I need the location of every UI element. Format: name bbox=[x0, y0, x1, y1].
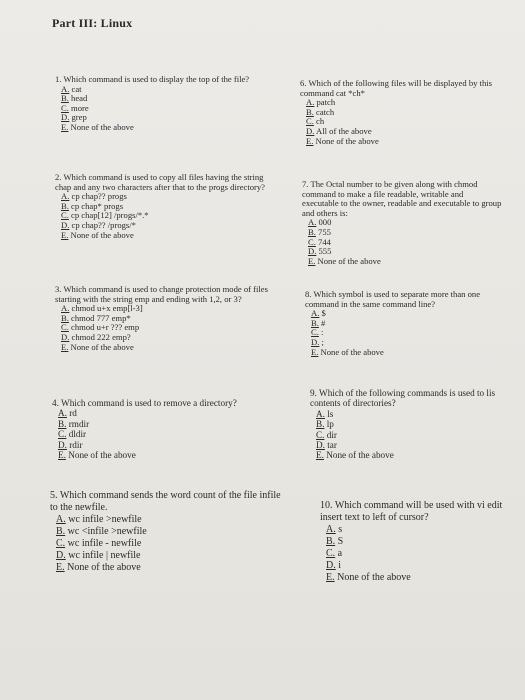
answer-options bbox=[310, 409, 525, 461]
answer-option bbox=[308, 238, 502, 248]
option-letter: B. bbox=[311, 317, 319, 328]
option-letter: C. bbox=[61, 322, 69, 333]
answer-option bbox=[61, 85, 270, 95]
question-stem: 3. Which command is used to change protection mode of files starting with the string emp and ending with 1,2, or 3? bbox=[55, 284, 268, 304]
option-letter: E. bbox=[56, 562, 65, 573]
option-letter: E. bbox=[61, 121, 69, 132]
answer-option bbox=[308, 228, 502, 238]
option-text: more bbox=[68, 102, 89, 113]
question-7 bbox=[302, 180, 502, 266]
option-text: : bbox=[318, 327, 324, 338]
answer-option bbox=[311, 309, 515, 319]
option-letter: E. bbox=[311, 346, 319, 357]
option-text: rmdir bbox=[66, 418, 90, 429]
question-3 bbox=[55, 285, 275, 352]
option-text: dir bbox=[324, 429, 337, 440]
option-text: # bbox=[318, 317, 326, 328]
option-text: 755 bbox=[315, 226, 331, 237]
question-stem: 5. Which command sends the word count of the file infile to the newfile. bbox=[50, 490, 281, 513]
option-letter: D. bbox=[316, 440, 325, 451]
answer-option bbox=[61, 123, 270, 133]
answer-option bbox=[56, 538, 285, 550]
answer-options bbox=[52, 408, 277, 460]
answer-option bbox=[326, 572, 525, 584]
option-letter: C. bbox=[61, 210, 69, 221]
answer-options bbox=[55, 85, 270, 133]
option-text: None of the above bbox=[68, 341, 134, 352]
option-letter: D. bbox=[326, 560, 336, 571]
option-letter: C. bbox=[58, 429, 67, 440]
option-letter: B. bbox=[58, 418, 67, 429]
option-text: grep bbox=[69, 112, 87, 123]
option-letter: B. bbox=[61, 200, 69, 211]
option-text: None of the above bbox=[315, 255, 381, 266]
question-6 bbox=[300, 79, 500, 146]
option-text: patch bbox=[314, 97, 336, 108]
question-stem: 6. Which of the following files will be displayed by this command cat *ch* bbox=[300, 78, 492, 98]
option-text: None of the above bbox=[318, 346, 384, 357]
answer-option bbox=[58, 450, 277, 460]
option-letter: D. bbox=[58, 439, 67, 450]
answer-option bbox=[308, 218, 502, 228]
option-letter: C. bbox=[326, 548, 336, 559]
answer-options bbox=[55, 304, 275, 352]
answer-option bbox=[316, 440, 525, 450]
answer-option bbox=[61, 231, 270, 241]
question-4 bbox=[52, 398, 277, 460]
option-letter: A. bbox=[56, 514, 66, 525]
option-letter: B. bbox=[56, 526, 66, 537]
option-text: 744 bbox=[315, 236, 331, 247]
question-9 bbox=[310, 388, 525, 461]
answer-option bbox=[316, 409, 525, 419]
option-letter: D. bbox=[56, 550, 66, 561]
option-text: None of the above bbox=[65, 450, 136, 461]
option-letter: B. bbox=[308, 226, 316, 237]
answer-option bbox=[306, 137, 500, 147]
option-text: cat bbox=[69, 83, 82, 94]
option-text: tar bbox=[324, 440, 337, 451]
option-letter: A. bbox=[311, 308, 320, 319]
answer-option bbox=[58, 429, 277, 439]
option-text: lp bbox=[324, 419, 334, 430]
option-text: s bbox=[335, 524, 343, 535]
question-stem: 9. Which of the following commands is used to lis contents of directories? bbox=[310, 388, 496, 409]
option-letter: A. bbox=[58, 408, 67, 419]
option-letter: B. bbox=[316, 419, 325, 430]
answer-option bbox=[311, 319, 515, 329]
answer-option bbox=[61, 343, 275, 353]
option-letter: A. bbox=[306, 97, 315, 108]
option-letter: E. bbox=[308, 255, 316, 266]
option-letter: D. bbox=[61, 331, 70, 342]
question-5 bbox=[50, 490, 285, 574]
option-text: wc infile - newfile bbox=[65, 538, 142, 549]
question-stem: 7. The Octal number to be given along with chmod command to make a file readable, writable and executable to the owner, readable and executable to group and others is: bbox=[302, 179, 502, 218]
option-text: catch bbox=[313, 106, 335, 117]
answer-options bbox=[50, 514, 285, 574]
answer-option bbox=[61, 104, 270, 114]
option-text: ls bbox=[324, 408, 334, 419]
option-letter: C. bbox=[56, 538, 66, 549]
option-letter: A. bbox=[316, 408, 325, 419]
answer-options bbox=[302, 218, 502, 266]
answer-option bbox=[61, 94, 270, 104]
option-text: wc infile >newfile bbox=[65, 514, 142, 525]
question-stem: 2. Which command is used to copy all files having the string chap and any two characters after that to the progs directory? bbox=[55, 172, 265, 192]
option-letter: A. bbox=[61, 303, 70, 314]
option-text: dldir bbox=[66, 429, 87, 440]
option-text: cp chap?? progs bbox=[69, 191, 127, 202]
question-2 bbox=[55, 173, 270, 240]
option-letter: D. bbox=[306, 125, 315, 136]
question-stem: 10. Which command will be used with vi edit insert text to left of cursor? bbox=[320, 500, 503, 523]
option-text: None of the above bbox=[68, 121, 134, 132]
option-text: head bbox=[68, 93, 88, 104]
option-letter: A. bbox=[61, 83, 70, 94]
answer-option bbox=[56, 526, 285, 538]
option-letter: A. bbox=[326, 524, 336, 535]
answer-option bbox=[326, 548, 525, 560]
option-letter: B. bbox=[61, 312, 69, 323]
question-8 bbox=[305, 290, 515, 357]
option-text: None of the above bbox=[334, 572, 411, 583]
answer-option bbox=[58, 408, 277, 418]
option-letter: E. bbox=[58, 450, 66, 461]
option-text: ch bbox=[313, 116, 325, 127]
option-text: wc infile | newfile bbox=[65, 550, 141, 561]
option-text: $ bbox=[319, 308, 326, 319]
option-letter: C. bbox=[311, 327, 319, 338]
option-text: None of the above bbox=[68, 229, 134, 240]
option-letter: D. bbox=[61, 112, 70, 123]
answer-options bbox=[305, 309, 515, 357]
option-text: None of the above bbox=[313, 135, 379, 146]
option-letter: E. bbox=[306, 135, 314, 146]
answer-option bbox=[326, 560, 525, 572]
option-letter: D. bbox=[308, 246, 317, 257]
answer-option bbox=[311, 328, 515, 338]
answer-option bbox=[56, 550, 285, 562]
answer-option bbox=[308, 257, 502, 267]
answer-options bbox=[300, 98, 500, 146]
question-stem: 8. Which symbol is used to separate more than one command in the same command line? bbox=[305, 289, 481, 309]
answer-option bbox=[306, 108, 500, 118]
answer-option bbox=[58, 440, 277, 450]
option-letter: E. bbox=[61, 229, 69, 240]
option-text: cp chap* progs bbox=[68, 200, 124, 211]
option-letter: E. bbox=[326, 572, 335, 583]
option-text: chmod u+r ??? emp bbox=[68, 322, 140, 333]
option-text: None of the above bbox=[64, 562, 141, 573]
question-stem: 1. Which command is used to display the top of the file? bbox=[55, 74, 250, 84]
option-letter: C. bbox=[61, 102, 69, 113]
option-letter: C. bbox=[308, 236, 316, 247]
option-text: wc <infile >newfile bbox=[65, 526, 147, 537]
option-text: ; bbox=[319, 336, 324, 347]
answer-option bbox=[58, 419, 277, 429]
option-text: cp chap?? /progs/* bbox=[69, 219, 136, 230]
option-letter: E. bbox=[316, 450, 324, 461]
option-letter: C. bbox=[316, 429, 325, 440]
option-text: rd bbox=[66, 408, 77, 419]
option-letter: C. bbox=[306, 116, 314, 127]
option-letter: A. bbox=[61, 191, 70, 202]
question-stem: 4. Which command is used to remove a directory? bbox=[52, 398, 237, 408]
answer-option bbox=[326, 524, 525, 536]
option-letter: D. bbox=[311, 336, 320, 347]
answer-option bbox=[316, 419, 525, 429]
option-letter: A. bbox=[308, 217, 317, 228]
option-text: a bbox=[335, 548, 343, 559]
option-text: 000 bbox=[316, 217, 332, 228]
page-title: Part III: Linux bbox=[52, 16, 133, 30]
option-text: All of the above bbox=[314, 125, 372, 136]
option-text: rdir bbox=[66, 439, 83, 450]
option-text: chmod 777 emp* bbox=[68, 312, 131, 323]
option-text: chmod u+x emp[l-3] bbox=[69, 303, 143, 314]
answer-option bbox=[311, 348, 515, 358]
option-letter: B. bbox=[61, 93, 69, 104]
answer-option bbox=[316, 430, 525, 440]
option-text: S bbox=[335, 536, 344, 547]
answer-option bbox=[56, 514, 285, 526]
answer-option bbox=[56, 562, 285, 574]
answer-option bbox=[306, 98, 500, 108]
answer-options bbox=[55, 192, 270, 240]
answer-option bbox=[316, 450, 525, 460]
question-10 bbox=[320, 500, 525, 584]
option-letter: B. bbox=[306, 106, 314, 117]
option-letter: B. bbox=[326, 536, 336, 547]
option-text: chmod 222 emp? bbox=[69, 331, 131, 342]
option-text: i bbox=[335, 560, 342, 571]
option-letter: E. bbox=[61, 341, 69, 352]
option-text: cp chap[12] /progs/*.* bbox=[68, 210, 149, 221]
option-letter: D. bbox=[61, 219, 70, 230]
answer-options bbox=[320, 524, 525, 584]
answer-option bbox=[326, 536, 525, 548]
question-1 bbox=[55, 75, 270, 133]
option-text: 555 bbox=[316, 246, 332, 257]
option-text: None of the above bbox=[323, 450, 394, 461]
